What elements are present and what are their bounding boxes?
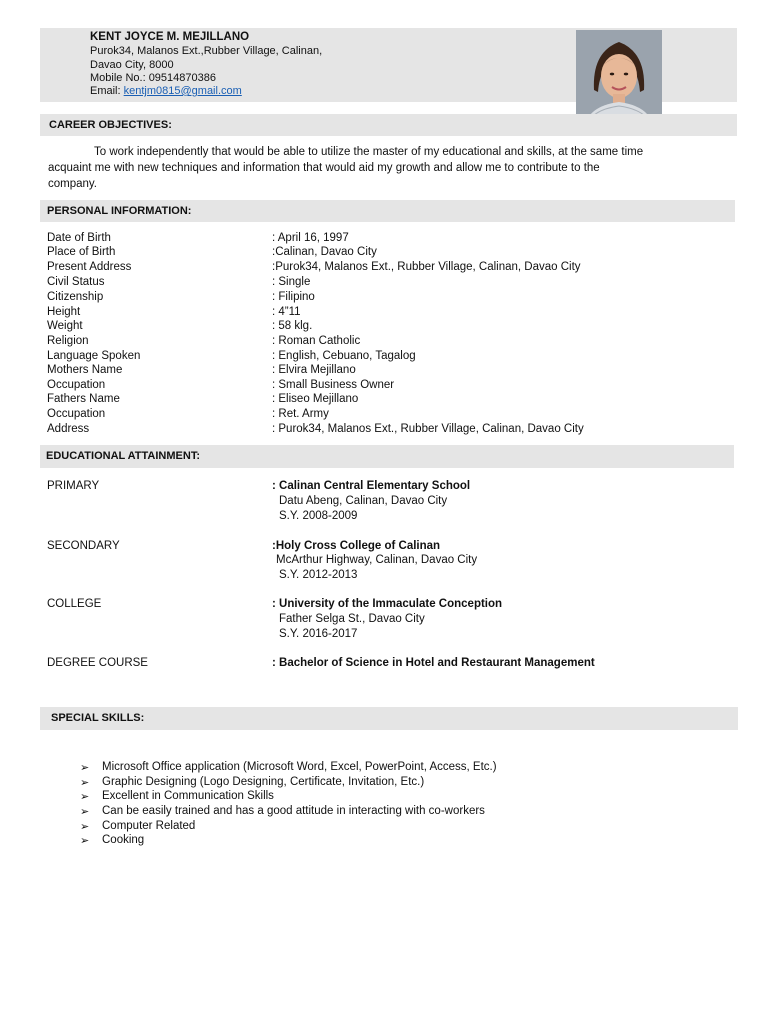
- info-value: : April 16, 1997: [272, 232, 349, 244]
- info-row-father-occupation: [0, 408, 768, 423]
- info-label: Date of Birth: [47, 232, 111, 244]
- skill-text: Computer Related: [102, 820, 196, 832]
- education-secondary-school: :Holy Cross College of Calinan: [272, 540, 441, 552]
- skill-text: Excellent in Communication Skills: [102, 790, 274, 802]
- education-secondary-label: SECONDARY: [47, 540, 120, 552]
- info-value: : Single: [272, 276, 311, 288]
- education-secondary-address: McArthur Highway, Calinan, Davao City: [276, 554, 478, 566]
- info-label: Language Spoken: [47, 350, 141, 362]
- career-objectives-heading: CAREER OBJECTIVES:: [49, 119, 172, 131]
- education-secondary-sy: S.Y. 2012-2013: [279, 569, 358, 581]
- education-primary-address: Datu Abeng, Calinan, Davao City: [279, 495, 448, 507]
- skill-text: Cooking: [102, 834, 145, 846]
- info-value: : 4”11: [272, 306, 301, 318]
- info-row-address: [0, 423, 768, 438]
- info-label: Address: [47, 423, 90, 435]
- info-row-present-address: [0, 261, 768, 276]
- career-objective-line-2: acquaint me with new techniques and information that would aid my growth and allow me to contribute to the: [48, 162, 600, 174]
- info-row-mothers-name: [0, 364, 768, 379]
- info-value: : Roman Catholic: [272, 335, 361, 347]
- info-value: :Purok34, Malanos Ext., Rubber Village, Calinan, Davao City: [272, 261, 581, 273]
- info-value: : English, Cebuano, Tagalog: [272, 350, 416, 362]
- info-row-date-of-birth: [0, 232, 768, 247]
- education-college-label: COLLEGE: [47, 598, 102, 610]
- address-line-1: Purok34, Malanos Ext.,Rubber Village, Calinan,: [90, 45, 323, 57]
- arrow-bullet-icon: ➢: [80, 835, 90, 847]
- arrow-bullet-icon: ➢: [80, 821, 90, 833]
- career-objective-line-1: To work independently that would be able to utilize the master of my educational and skills, at the same time: [94, 146, 644, 158]
- info-row-civil-status: [0, 276, 768, 291]
- education-college-school: : University of the Immaculate Conception: [272, 598, 503, 610]
- education-primary-school: : Calinan Central Elementary School: [272, 480, 471, 492]
- info-label: Occupation: [47, 408, 106, 420]
- arrow-bullet-icon: ➢: [80, 806, 90, 818]
- info-label: Place of Birth: [47, 246, 116, 258]
- info-value: : Filipino: [272, 291, 315, 303]
- info-label: Present Address: [47, 261, 132, 273]
- info-row-height: [0, 306, 768, 321]
- info-label: Height: [47, 306, 81, 318]
- info-label: Weight: [47, 320, 83, 332]
- applicant-name: KENT JOYCE M. MEJILLANO: [90, 31, 250, 43]
- info-label: Citizenship: [47, 291, 104, 303]
- education-primary-sy: S.Y. 2008-2009: [279, 510, 358, 522]
- address-line-2: Davao City, 8000: [90, 59, 174, 71]
- info-value: : 58 klg.: [272, 320, 313, 332]
- special-skills-heading: SPECIAL SKILLS:: [51, 712, 145, 724]
- arrow-bullet-icon: ➢: [80, 791, 90, 803]
- info-value: : Eliseo Mejillano: [272, 393, 359, 405]
- arrow-bullet-icon: ➢: [80, 777, 90, 789]
- education-college-sy: S.Y. 2016-2017: [279, 628, 358, 640]
- info-row-religion: [0, 335, 768, 350]
- email-label: Email:: [90, 85, 124, 97]
- education-college-address: Father Selga St., Davao City: [279, 613, 425, 625]
- skill-text: Can be easily trained and has a good attitude in interacting with co-workers: [102, 805, 485, 817]
- education-primary-label: PRIMARY: [47, 480, 100, 492]
- skill-text: Graphic Designing (Logo Designing, Certificate, Invitation, Etc.): [102, 776, 425, 788]
- info-label: Civil Status: [47, 276, 105, 288]
- info-row-place-of-birth: [0, 246, 768, 261]
- info-row-mother-occupation: [0, 379, 768, 394]
- info-label: Religion: [47, 335, 89, 347]
- info-label: Occupation: [47, 379, 106, 391]
- info-value: : Ret. Army: [272, 408, 329, 420]
- info-row-language-spoken: [0, 350, 768, 365]
- personal-information-heading: PERSONAL INFORMATION:: [47, 205, 192, 217]
- educational-attainment-heading: EDUCATIONAL ATTAINMENT:: [46, 450, 200, 462]
- degree-course-label: DEGREE COURSE: [47, 657, 148, 669]
- info-label: Fathers Name: [47, 393, 120, 405]
- degree-course-value: : Bachelor of Science in Hotel and Restaurant Management: [272, 657, 595, 669]
- email-line: [90, 85, 242, 97]
- info-row-fathers-name: [0, 393, 768, 408]
- info-label: Mothers Name: [47, 364, 123, 376]
- info-row-citizenship: [0, 291, 768, 306]
- mobile-number: Mobile No.: 09514870386: [90, 72, 216, 84]
- career-objective-line-3: company.: [48, 178, 98, 190]
- email-link[interactable]: kentjm0815@gmail.com: [123, 85, 242, 97]
- info-row-weight: [0, 320, 768, 335]
- info-value: : Elvira Mejillano: [272, 364, 356, 376]
- info-value: : Small Business Owner: [272, 379, 395, 391]
- info-value: : Purok34, Malanos Ext., Rubber Village, Calinan, Davao City: [272, 423, 584, 435]
- arrow-bullet-icon: ➢: [80, 762, 90, 774]
- special-skills-band: [40, 707, 738, 730]
- skill-text: Microsoft Office application (Microsoft Word, Excel, PowerPoint, Access, Etc.): [102, 761, 497, 773]
- info-value: :Calinan, Davao City: [272, 246, 377, 258]
